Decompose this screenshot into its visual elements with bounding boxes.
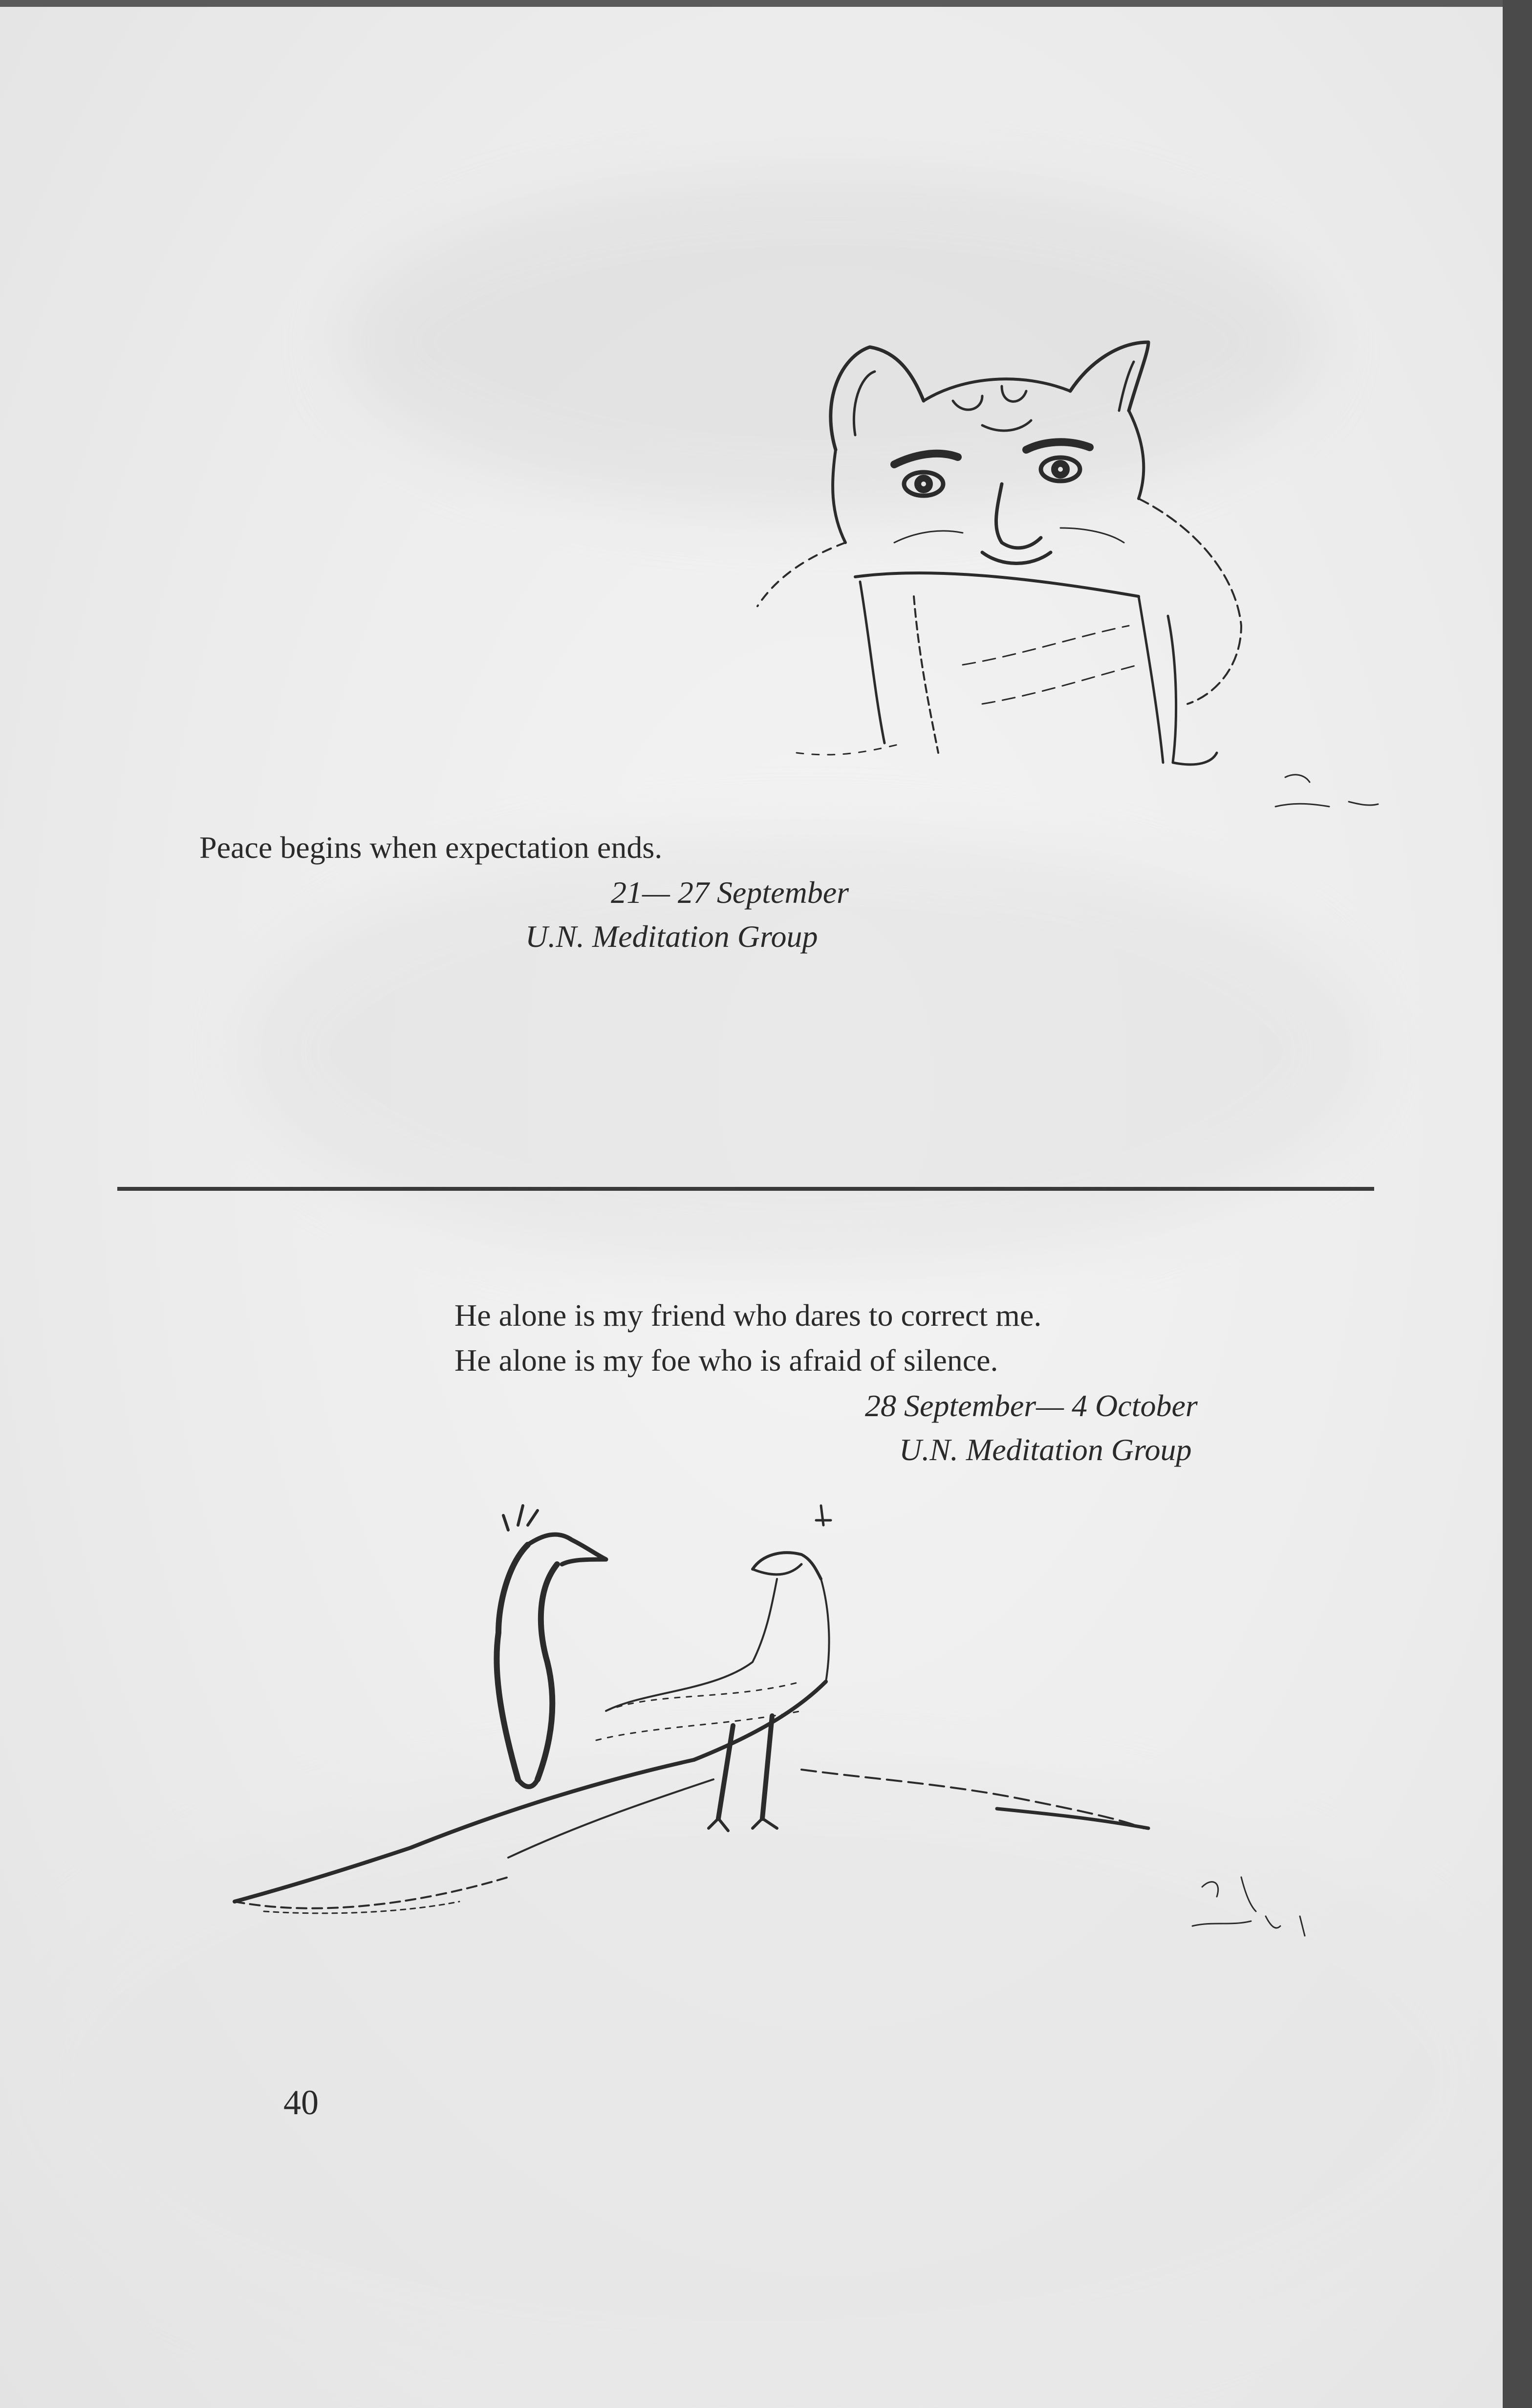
scan-edge-top: [0, 0, 1532, 7]
tiger-illustration: [709, 323, 1393, 836]
quote-line: He alone is my friend who dares to correct me.: [454, 1298, 1042, 1333]
quote-entry-2-attribution: [865, 1383, 1198, 1428]
quote-entry-1: [199, 825, 662, 870]
section-divider: [117, 1187, 1374, 1191]
source-label: U.N. Meditation Group: [899, 1432, 1192, 1467]
page-number: 40: [283, 2083, 319, 2122]
quote-entry-2-source: [899, 1427, 1192, 1472]
date-range: 21— 27 September: [611, 875, 849, 910]
peacock-illustration: [166, 1506, 1388, 1970]
quote-line: He alone is my foe who is afraid of silence.: [454, 1343, 998, 1378]
quote-entry-1-source: [525, 914, 818, 959]
quote-entry-2: [454, 1293, 1041, 1383]
quote-line: Peace begins when expectation ends.: [199, 830, 663, 865]
quote-entry-1-attribution: [611, 870, 849, 915]
source-label: U.N. Meditation Group: [525, 919, 818, 954]
date-range: 28 September— 4 October: [865, 1388, 1198, 1423]
scan-edge-right: [1503, 0, 1532, 2408]
